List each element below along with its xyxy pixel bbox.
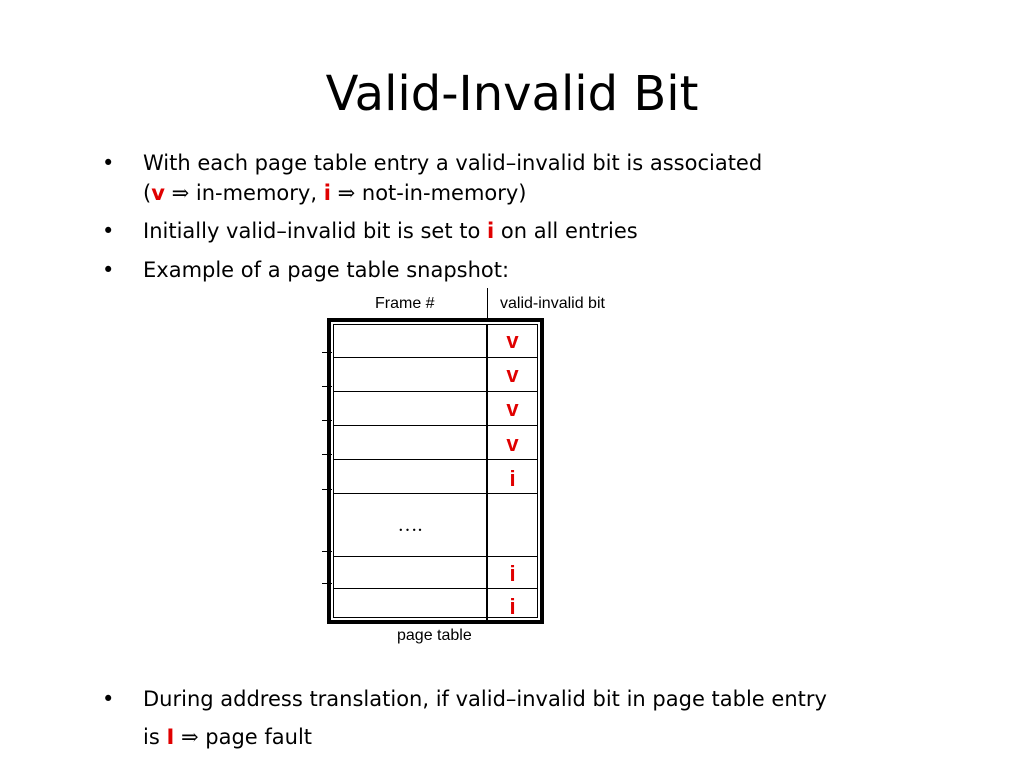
bullet-line: is I ⇒ page fault — [143, 725, 313, 749]
table-row — [334, 392, 537, 426]
row-tick — [322, 489, 332, 490]
page-table-caption: page table — [397, 627, 472, 644]
bit-cell: i — [509, 594, 516, 619]
bit-cell: v — [506, 396, 519, 421]
bullet-text — [143, 147, 763, 205]
row-tick — [322, 420, 332, 421]
frame-cell — [334, 325, 488, 357]
invalid-symbol: I — [166, 725, 175, 749]
table-row — [334, 494, 537, 557]
bit-cell: i — [509, 466, 516, 491]
bit-cell: v — [506, 362, 519, 387]
bullet-dot: • — [102, 687, 115, 711]
implies-arrow: ⇒ — [171, 181, 190, 205]
bullet-text — [143, 683, 827, 749]
row-tick — [322, 551, 332, 552]
frame-cell — [334, 589, 488, 621]
row-tick — [322, 583, 332, 584]
implies-arrow: ⇒ — [180, 725, 199, 749]
bit-cell: v — [506, 431, 519, 456]
table-row — [334, 325, 537, 358]
row-tick — [322, 454, 332, 455]
valid-symbol: v — [151, 181, 165, 205]
page-table — [327, 318, 544, 624]
bit-cell: i — [509, 561, 516, 586]
invalid-symbol: i — [323, 181, 331, 205]
frame-cell — [334, 358, 488, 391]
page-table-inner — [333, 324, 538, 618]
frame-number-header: Frame # — [375, 295, 435, 312]
table-row — [334, 426, 537, 460]
bullet-text: Initially valid–invalid bit is set to i on all entries — [143, 219, 638, 243]
header-divider — [487, 288, 488, 318]
implies-arrow: ⇒ — [337, 181, 356, 205]
frame-cell — [334, 392, 488, 425]
ellipsis-cell: …. — [334, 494, 488, 556]
bullet-line: (v ⇒ in-memory, i ⇒ not-in-memory) — [143, 181, 527, 205]
valid-invalid-bit-header: valid-invalid bit — [500, 295, 605, 312]
frame-cell — [334, 460, 488, 493]
table-row — [334, 460, 537, 494]
bullet-dot: • — [102, 219, 115, 243]
row-tick — [322, 352, 332, 353]
frame-cell — [334, 557, 488, 588]
bullet-dot: • — [102, 258, 115, 282]
invalid-symbol: i — [487, 219, 495, 243]
bit-cell: v — [506, 328, 519, 353]
bullet-line: During address translation, if valid–invalid bit in page table entry — [143, 687, 827, 711]
row-tick — [322, 386, 332, 387]
slide-title: Valid-Invalid Bit — [325, 66, 699, 122]
table-row — [334, 589, 537, 621]
bullet-dot: • — [102, 151, 115, 175]
bit-cell — [488, 494, 537, 556]
bullet-text: Example of a page table snapshot: — [143, 258, 510, 282]
table-row — [334, 557, 537, 589]
table-row — [334, 358, 537, 392]
frame-cell — [334, 426, 488, 459]
bullet-line: With each page table entry a valid–invalid bit is associated — [143, 151, 763, 175]
